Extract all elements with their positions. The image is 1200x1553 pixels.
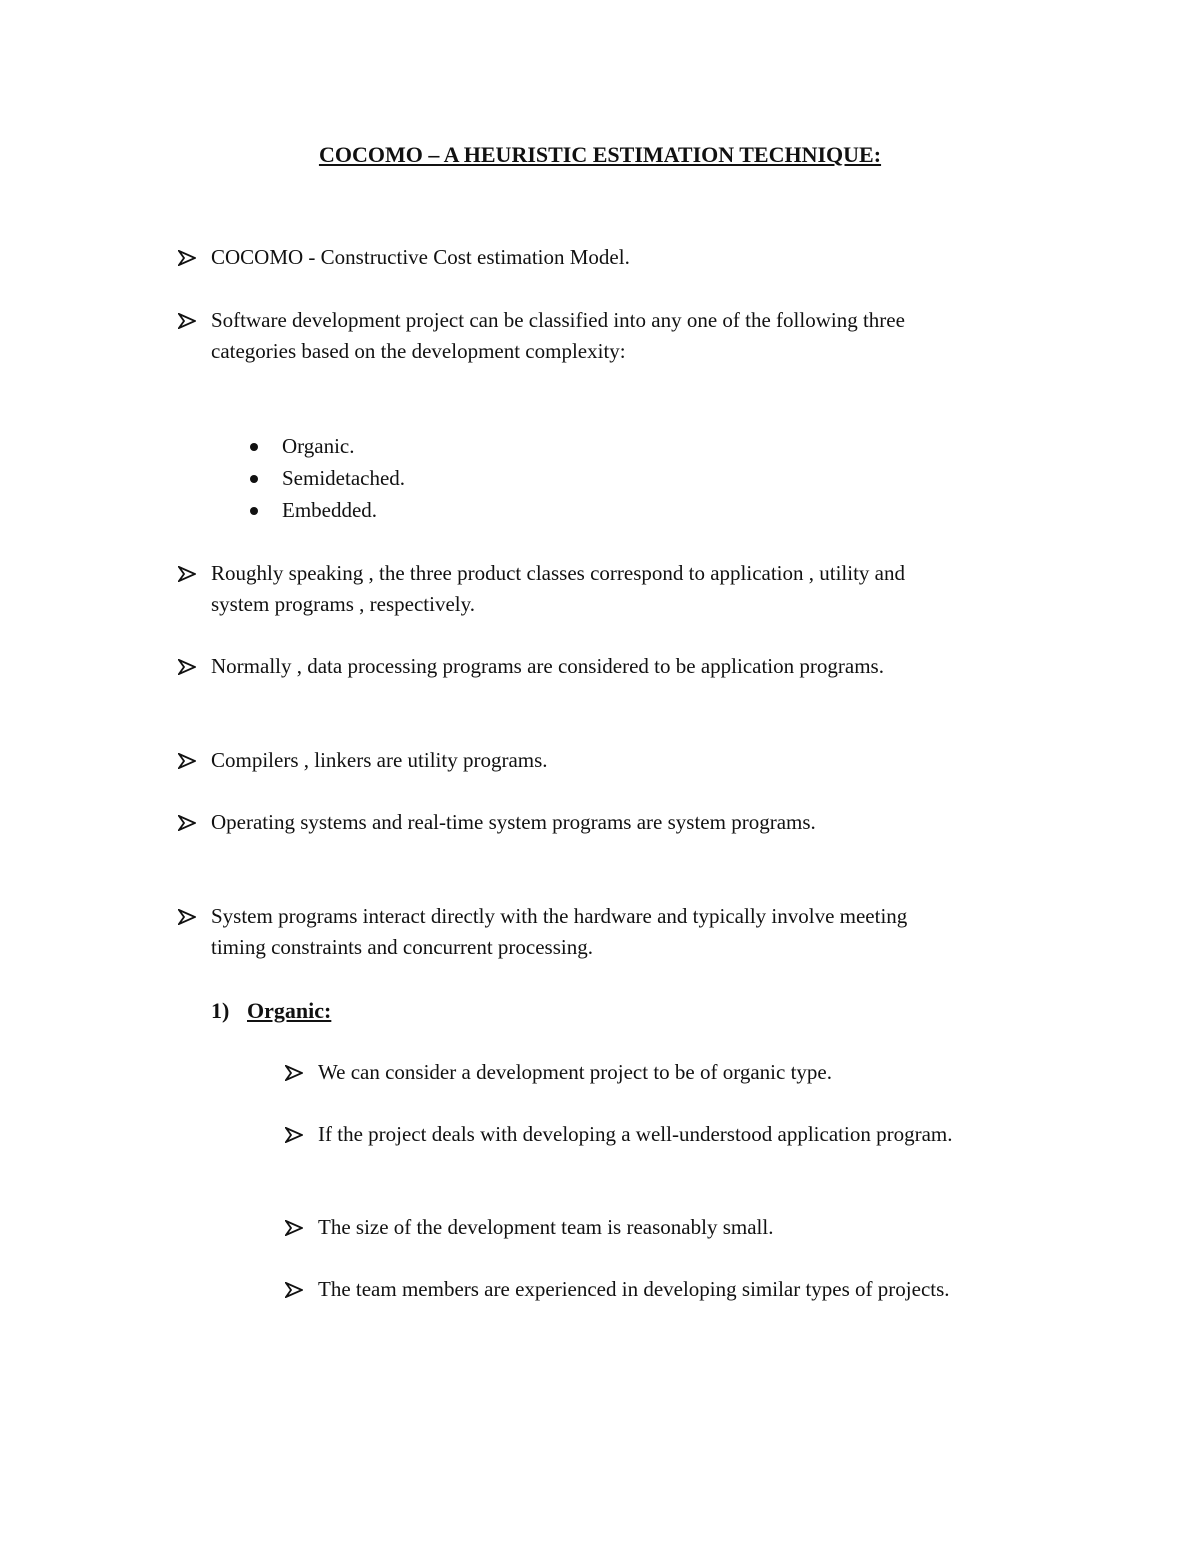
list-item-line: We can consider a development project to be of organic type. [318,1060,832,1084]
list-item [178,558,1078,620]
arrow-bullet-icon [178,305,200,336]
section-number: 1) [211,998,230,1023]
arrow-bullet-icon [178,901,200,932]
arrow-bullet-icon [285,1057,307,1088]
list-item-line: Roughly speaking , the three product classes correspond to application , utility and [211,561,906,585]
list-item-line: Software development project can be classified into any one of the following three [211,308,905,332]
section-title: Organic: [247,998,332,1023]
list-item [178,305,1078,367]
round-bullet-icon [250,475,258,483]
list-item-line: Compilers , linkers are utility programs. [211,748,548,772]
list-item [178,651,1078,682]
arrow-bullet-icon [178,745,200,776]
arrow-bullet-icon [178,242,200,273]
round-bullet-icon [250,507,258,515]
list-item-line: categories based on the development complexity: [211,339,626,363]
category-item [250,431,650,462]
arrow-bullet-icon [285,1212,307,1243]
category-label: Semidetached. [282,466,406,490]
list-item-line: system programs , respectively. [211,592,475,616]
round-bullet-icon [250,443,258,451]
arrow-bullet-icon [178,558,200,589]
category-label: Organic. [282,434,355,458]
list-item-line: The team members are experienced in developing similar types of projects. [318,1277,950,1301]
list-item-line: Normally , data processing programs are considered to be application programs. [211,654,884,678]
list-item [285,1274,1135,1305]
arrow-bullet-icon [178,807,200,838]
category-item [250,495,650,526]
arrow-bullet-icon [285,1119,307,1150]
list-item-line: Operating systems and real-time system programs are system programs. [211,810,816,834]
arrow-bullet-icon [285,1274,307,1305]
list-item-line: If the project deals with developing a well-understood application program. [318,1122,953,1146]
list-item [285,1057,1135,1088]
list-item [285,1212,1135,1243]
category-item [250,463,650,494]
list-item-line: COCOMO - Constructive Cost estimation Model. [211,245,630,269]
arrow-bullet-icon [178,651,200,682]
list-item [178,901,1078,963]
list-item-line: The size of the development team is reasonably small. [318,1215,774,1239]
list-item [178,242,1078,273]
category-label: Embedded. [282,498,378,522]
list-item-line: timing constraints and concurrent processing. [211,935,593,959]
list-item-line: System programs interact directly with the hardware and typically involve meeting [211,904,908,928]
list-item [285,1119,1135,1150]
list-item [178,807,1078,838]
list-item [178,745,1078,776]
page-title: COCOMO – A HEURISTIC ESTIMATION TECHNIQUE: [318,142,882,167]
